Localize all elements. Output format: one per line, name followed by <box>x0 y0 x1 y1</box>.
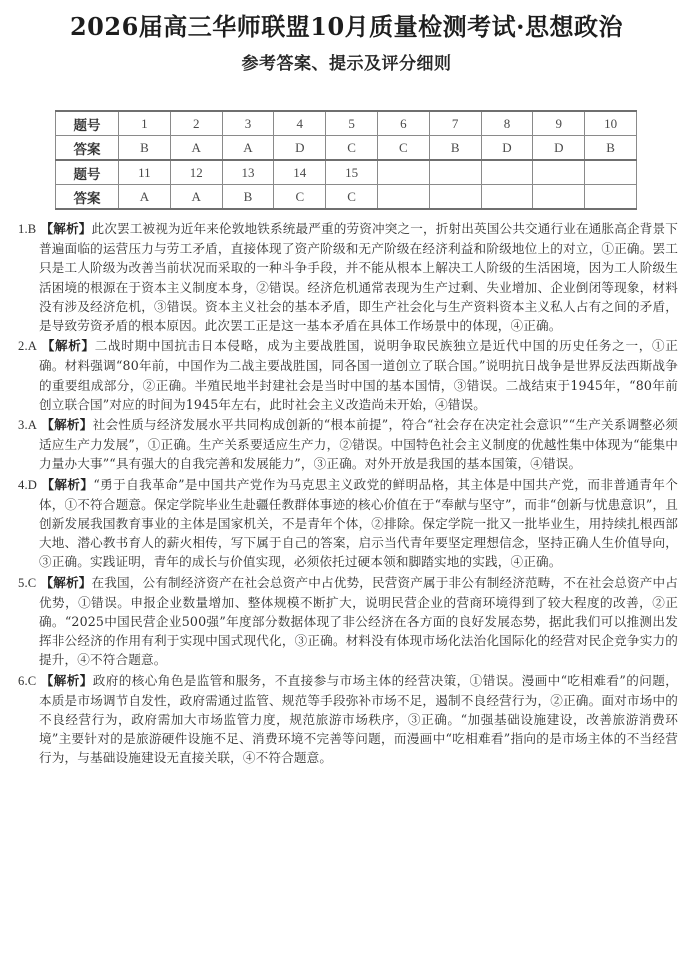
answer-cell: A <box>170 185 222 210</box>
question-number-cell <box>429 160 481 185</box>
explanation-item <box>18 573 678 670</box>
question-number-cell: 6 <box>377 111 429 136</box>
explanation-answer-letter: D <box>27 477 37 492</box>
question-number-cell: 7 <box>429 111 481 136</box>
answer-cell <box>481 185 533 210</box>
question-number-cell: 4 <box>274 111 326 136</box>
explanation-label: 【解析】 <box>41 476 94 492</box>
explanation-number: 5. <box>18 575 28 590</box>
table-row <box>56 160 637 185</box>
question-number-cell: 12 <box>170 160 222 185</box>
explanation-text: 此次罢工被视为近年来伦敦地铁系统最严重的劳资冲突之一，折射出英国公共交通行业在通胀高企背景下普遍面临的运营压力与劳工矛盾，直接体现了资产阶级和无产阶级在经济利益和阶级地位上的对立，①正确。罢工只是工人阶级为改善当前状况而采取的一种斗争手段，并不能从根本上解决工人阶级的生活困境，因为工人阶级生活困境的根源在于资本主义制度本身，②错误。经济危机通常表现为生产过剩、失业增加、企业倒闭等现象，材料没有涉及经济危机，③错误。资本主义社会的基本矛盾，即生产社会化与生产资料资本主义私人占有之间的矛盾，是导致劳资矛盾的根本原因。此次罢工正是这一基本矛盾在具体工作场景中的体现，④正确。 <box>39 221 679 334</box>
answer-cell: C <box>326 185 378 210</box>
explanation-number: 2. <box>18 339 28 354</box>
answer-cell: C <box>274 185 326 210</box>
answer-table-container <box>55 110 637 210</box>
question-number-cell: 15 <box>326 160 378 185</box>
answer-cell <box>377 185 429 210</box>
answer-cell <box>429 185 481 210</box>
explanation-text: 在我国，公有制经济资产在社会总资产中占优势，民营资产属于非公有制经济范畴，不在社会总资产中占优势，①错误。申报企业数量增加、整体规模不断扩大，说明民营企业的营商环境得到了较大程度的改善，②正确。“2025中国民营企业500强”年度部分数据体现了非公经济在各方面的良好发展态势，据此我们可以推测出发挥非公经济的作用有利于实现中国式现代化，③正确。材料没有体现市场化法治化国际化的经营对民企竞争实力的提升，④不符合题意。 <box>39 574 679 668</box>
explanation-answer-letter: C <box>27 575 37 590</box>
answer-cell: B <box>429 136 481 161</box>
question-number-cell: 5 <box>326 111 378 136</box>
question-number-cell: 2 <box>170 111 222 136</box>
explanation-item <box>18 475 678 572</box>
answer-cell <box>533 185 585 210</box>
answer-cell: B <box>222 185 274 210</box>
question-number-cell: 8 <box>481 111 533 136</box>
explanation-item <box>18 219 678 335</box>
question-number-cell: 11 <box>119 160 171 185</box>
answer-table <box>55 110 637 210</box>
answer-row-label: 答案 <box>56 136 119 161</box>
question-number-cell: 3 <box>222 111 274 136</box>
answer-cell: D <box>481 136 533 161</box>
question-row-label: 题号 <box>56 160 119 185</box>
question-number-cell: 1 <box>119 111 171 136</box>
page-title: 2026届高三华师联盟10月质量检测考试·思想政治 <box>69 12 624 41</box>
question-number-cell <box>585 160 637 185</box>
question-number-cell <box>377 160 429 185</box>
explanation-text: 社会性质与经济发展水平共同构成创新的“根本前提”，符合“社会存在决定社会意识”“生产关系调整必须适应生产力发展”，①正确。生产关系要适应生产力，②错误。中国特色社会主义制度的优越性集中体现为“能集中力量办大事”“具有强大的自我完善和发展能力”，③正确。对外开放是我国的基本国策，④错误。 <box>39 417 678 472</box>
answer-cell: D <box>274 136 326 161</box>
explanation-item <box>18 336 678 414</box>
explanation-label: 【解析】 <box>41 417 93 433</box>
answer-cell: A <box>119 185 171 210</box>
question-number-cell <box>533 160 585 185</box>
explanation-item <box>18 671 678 768</box>
explanation-label: 【解析】 <box>40 672 93 688</box>
answer-cell: C <box>377 136 429 161</box>
explanation-answer-letter: C <box>27 673 37 688</box>
answer-cell <box>585 185 637 210</box>
page-subtitle: 参考答案、提示及评分细则 <box>241 54 452 74</box>
answer-cell: A <box>170 136 222 161</box>
explanation-label: 【解析】 <box>40 221 92 236</box>
explanation-item <box>18 415 678 474</box>
explanation-label: 【解析】 <box>40 574 92 590</box>
question-row-label: 题号 <box>56 111 119 136</box>
table-row <box>56 185 637 210</box>
table-row <box>56 136 637 161</box>
explanation-label: 【解析】 <box>41 338 95 354</box>
answer-cell: C <box>326 136 378 161</box>
answer-row-label: 答案 <box>56 185 119 210</box>
question-number-cell: 13 <box>222 160 274 185</box>
answer-cell: B <box>585 136 637 161</box>
explanation-number: 6. <box>18 673 28 688</box>
explanations-list <box>18 219 678 769</box>
explanation-number: 4. <box>18 477 28 492</box>
question-number-cell: 10 <box>585 111 637 136</box>
answer-cell: A <box>222 136 274 161</box>
explanation-answer-letter: A <box>27 339 37 354</box>
explanation-number: 3. <box>18 418 28 433</box>
table-row <box>56 111 637 136</box>
explanation-text: 二战时期中国抗击日本侵略，成为主要战胜国，说明争取民族独立是近代中国的历史任务之一，①正确。材料强调“80年前，中国作为二战主要战胜国，同各国一道创立了联合国。”说明抗日战争是世界反法西斯战争的重要组成部分，②正确。半殖民地半封建社会是当时中国的基本国情，③错误。二战结束于1945年，“80年前创立联合国”对应的时间为1945年左右，此时社会主义改造尚未开始，④错误。 <box>39 338 678 412</box>
explanation-number: 1. <box>18 222 28 236</box>
question-number-cell: 14 <box>274 160 326 185</box>
question-number-cell: 9 <box>533 111 585 136</box>
explanation-text: 政府的核心角色是监管和服务，不直接参与市场主体的经营决策，①错误。漫画中“吃相难看”的问题，本质是市场调节自发性，政府需通过监管、规范等手段弥补市场不足，遏制不良经营行为，②正确。面对市场中的不良经营行为，政府需加大市场监管力度，规范旅游市场秩序，③正确。“加强基础设施建设，改善旅游消费环境”主要针对的是旅游硬件设施不足、消费环境不完善等问题，而漫画中“吃相难看”指向的是市场主体的不当经营行为，与基础设施建设无直接关联，④不符合题意。 <box>39 672 678 766</box>
explanation-text: “勇于自我革命”是中国共产党作为马克思主义政党的鲜明品格，其主体是中国共产党，而非普通青年个体，①不符合题意。保定学院毕业生赴疆任教群体事迹的核心价值在于“奉献与坚守”，而非“创新与忧患意识”，且创新发展我国教育事业的主体是国家机关，不是青年个体，②排除。保定学院一批又一批毕业生，用持续扎根西部大地、潜心教书育人的薪火相传，写下属于自己的答案，启示当代青年要坚定理想信念，坚持正确人生价值导向，③正确。实践证明，青年的成长与价值实现，必须依托过硬本领和脚踏实地的实践，④正确。 <box>39 476 679 570</box>
question-number-cell <box>481 160 533 185</box>
explanation-answer-letter: B <box>27 222 37 236</box>
explanation-answer-letter: A <box>27 418 37 433</box>
answer-cell: B <box>119 136 171 161</box>
answer-cell: D <box>533 136 585 161</box>
